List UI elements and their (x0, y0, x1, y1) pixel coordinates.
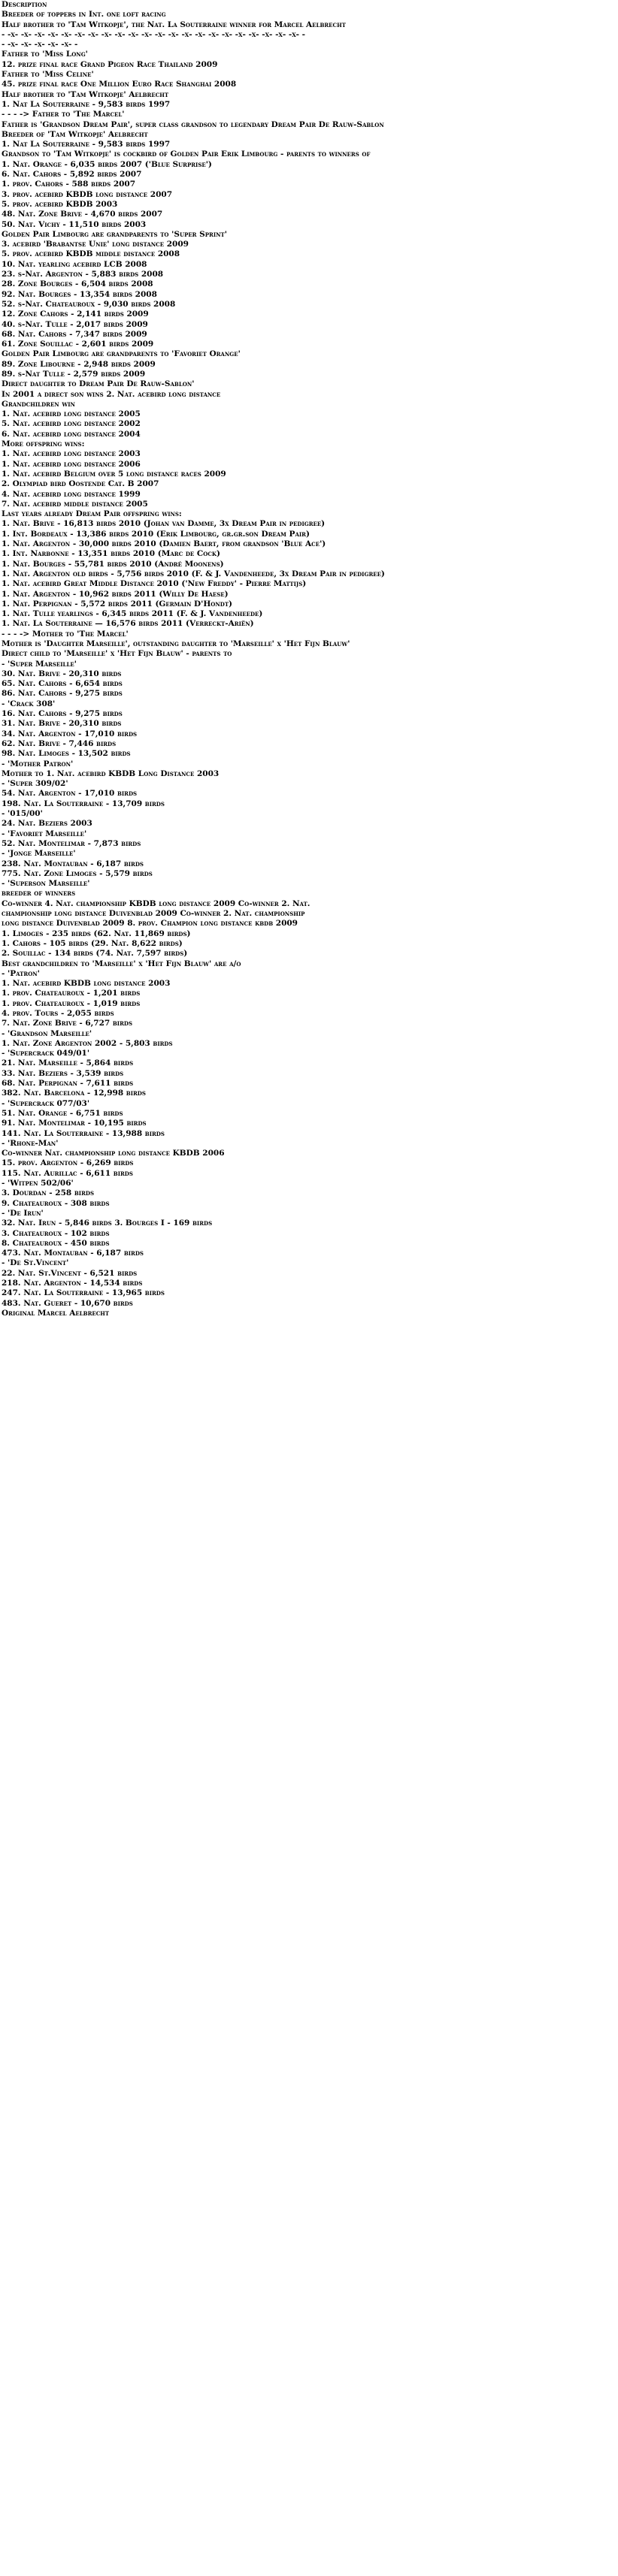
pedigree-description (2, 0, 616, 1318)
description-line: - 'Super Marseille' (2, 659, 77, 669)
description-line: 54. Nat. Argenton - 17,010 birds (2, 789, 138, 799)
description-line: Father to 'Miss Celine' (2, 70, 94, 80)
description-line: 40. s-Nat. Tulle - 2,017 birds 2009 (2, 319, 148, 329)
description-line: - 'Rhone-Man' (2, 1138, 59, 1148)
description-line: 483. Nat. Gueret - 10,670 birds (2, 1298, 133, 1308)
description-line: 51. Nat. Orange - 6,751 birds (2, 1108, 123, 1118)
description-line: 5. prov. acebird KBDB 2003 (2, 199, 118, 209)
description-line: 50. Nat. Vichy - 11,510 birds 2003 (2, 219, 147, 229)
description-line: 1. prov. Chateauroux - 1,201 birds (2, 989, 141, 998)
description-line: 65. Nat. Cahors - 6,654 birds (2, 679, 123, 689)
description-line: 2. Olympiad bird Oostende Cat. B 2007 (2, 479, 159, 489)
description-line: 68. Nat. Cahors - 7,347 birds 2009 (2, 329, 147, 339)
description-line: 7. Nat. acebird middle distance 2005 (2, 499, 148, 509)
description-line: - - - -> Mother to 'The Marcel' (2, 629, 129, 639)
description-line: 1. Nat. Bourges - 55,781 birds 2010 (André Moonens) (2, 559, 224, 569)
description-line: Grandson to 'Tam Witkopje' is cockbird of Golden Pair Erik Limbourg - parents to winners of (2, 149, 371, 159)
description-line: 1. Nat. Argenton - 30,000 birds 2010 (Damien Baert, from grandson 'Blue Ace') (2, 539, 326, 549)
description-line: 5. prov. acebird KBDB middle distance 2008 (2, 249, 180, 259)
description-line: - 'Grandson Marseille' (2, 1028, 92, 1038)
description-line: long distance Duivenblad 2009 8. prov. Champion long distance kbdb 2009 (2, 919, 298, 929)
description-line: 52. s-Nat. Chateauroux - 9,030 birds 2008 (2, 299, 176, 309)
description-line: 1. Nat. Argenton - 10,962 birds 2011 (Willy De Haese) (2, 589, 229, 599)
description-line: 198. Nat. La Souterraine - 13,709 birds (2, 799, 165, 808)
description-line: 1. Cahors - 105 birds (29. Nat. 8,622 birds) (2, 938, 183, 948)
description-line: Half brother to 'Tam Witkopje', the Nat. La Souterraine winner for Marcel Aelbrecht (2, 20, 346, 29)
description-line: 1. Limoges - 235 birds (62. Nat. 11,869 birds) (2, 929, 191, 938)
description-line: 1. Nat. acebird long distance 2006 (2, 459, 141, 469)
description-line: - 'Jonge Marseille' (2, 849, 76, 859)
description-line: 16. Nat. Cahors - 9,275 birds (2, 709, 123, 719)
description-line: 115. Nat. Aurillac - 6,611 birds (2, 1168, 133, 1178)
description-line: 21. Nat. Marseille - 5,864 birds (2, 1058, 134, 1068)
description-line: - 'Supercrack 049/01' (2, 1049, 90, 1058)
description-line: - '015/00' (2, 809, 43, 819)
description-line: 30. Nat. Brive - 20,310 birds (2, 669, 122, 678)
description-line: 1. Int. Narbonne - 13,351 birds 2010 (Marc de Cock) (2, 549, 220, 559)
description-line: Mother to 1. Nat. acebird KBDB Long Distance 2003 (2, 769, 220, 778)
description-line: 382. Nat. Barcelona - 12,998 birds (2, 1089, 146, 1098)
description-line: Direct daughter to Dream Pair De Rauw-Sablon' (2, 379, 195, 389)
description-line: - 'Superson Marseille' (2, 879, 90, 889)
description-line: - 'Mother Patron' (2, 759, 74, 769)
description-line: Original Marcel Aelbrecht (2, 1308, 110, 1318)
description-line: 247. Nat. La Souterraine - 13,965 birds (2, 1288, 165, 1298)
description-line: 32. Nat. Irun - 5,846 birds 3. Bourges I - 169 birds (2, 1219, 213, 1228)
description-line: Co-winner Nat. championship long distance KBDB 2006 (2, 1149, 225, 1158)
description-line: Half brother to 'Tam Witkopje' Aelbrecht (2, 89, 169, 99)
description-line: 1. Nat. Tulle yearlings - 6,345 birds 2011 (F. & J. Vandenheede) (2, 609, 263, 619)
description-line: 1. Nat. acebird KBDB long distance 2003 (2, 979, 171, 989)
description-line: 61. Zone Souillac - 2,601 birds 2009 (2, 340, 154, 349)
description-line: 68. Nat. Perpignan - 7,611 birds (2, 1079, 134, 1089)
description-line: 1. Nat. acebird long distance 2003 (2, 449, 141, 459)
description-line: 1. Nat. acebird Belgium over 5 long distance races 2009 (2, 469, 226, 479)
description-line: - -x- -x- -x- -x- -x- - (2, 40, 78, 50)
description-line: 1. Nat. Orange - 6,035 birds 2007 ('Blue Surprise') (2, 159, 212, 169)
description-line: 89. s-Nat Tulle - 2,579 birds 2009 (2, 369, 146, 379)
description-line: 2. Souillac - 134 birds (74. Nat. 7,597 birds) (2, 949, 188, 959)
description-line: 22. Nat. St.Vincent - 6,521 birds (2, 1268, 138, 1278)
description-line: - 'Witpen 502/06' (2, 1179, 74, 1188)
description-line: - 'Supercrack 077/03' (2, 1098, 90, 1108)
description-heading: Description (2, 0, 47, 9)
description-line: 1. Nat. Zone Argenton 2002 - 5,803 birds (2, 1038, 173, 1048)
description-line: 3. acebird 'Brabantse Unie' long distance 2009 (2, 240, 189, 249)
description-line: breeder of winners (2, 889, 76, 898)
description-line: 1. Nat. acebird Great Middle Distance 2010 ('New Freddy' - Pierre Mattijs) (2, 579, 307, 589)
description-line: 86. Nat. Cahors - 9,275 birds (2, 689, 123, 699)
description-line: - 'De Irun' (2, 1208, 44, 1218)
description-line: 62. Nat. Brive - 7,446 birds (2, 738, 117, 748)
description-line: 473. Nat. Montauban - 6,187 birds (2, 1249, 144, 1258)
description-line: 7. Nat. Zone Brive - 6,727 birds (2, 1019, 133, 1028)
description-line: 34. Nat. Argenton - 17,010 birds (2, 729, 138, 738)
description-line: 775. Nat. Zone Limoges - 5,579 birds (2, 868, 153, 878)
description-line: 1. prov. Chateauroux - 1,019 birds (2, 998, 141, 1008)
description-line: 1. Nat. acebird long distance 2005 (2, 409, 141, 419)
description-line: 48. Nat. Zone Brive - 4,670 birds 2007 (2, 210, 163, 219)
description-line: - 'Super 309/02' (2, 779, 68, 789)
description-line: Breeder of 'Tam Witkopje' Aelbrecht (2, 129, 148, 139)
description-line: 24. Nat. Beziers 2003 (2, 819, 92, 829)
description-line: 1. Int. Bordeaux - 13,386 birds 2010 (Erik Limbourg, gr.gr.son Dream Pair) (2, 529, 310, 539)
description-line: 98. Nat. Limoges - 13,502 birds (2, 749, 131, 759)
description-line: 3. Dourdan - 258 birds (2, 1188, 95, 1198)
description-line: Golden Pair Limbourg are grandparents to 'Super Sprint' (2, 229, 227, 239)
description-line: - 'De St.Vincent' (2, 1258, 69, 1268)
description-line: 1. Nat. Brive - 16,813 birds 2010 (Johan van Damme, 3x Dream Pair in pedigree) (2, 519, 326, 529)
description-line: 238. Nat. Montauban - 6,187 birds (2, 859, 144, 868)
description-line: 92. Nat. Bourges - 13,354 birds 2008 (2, 289, 157, 299)
description-line: 1. Nat. Perpignan - 5,572 birds 2011 (Germain D'Hondt) (2, 599, 233, 609)
description-line: 89. Zone Libourne - 2,948 birds 2009 (2, 359, 156, 369)
description-line: Father to 'Miss Long' (2, 50, 88, 59)
description-line: 6. Nat. Cahors - 5,892 birds 2007 (2, 170, 142, 180)
description-line: 9. Chateauroux - 308 birds (2, 1198, 110, 1208)
description-line: Breeder of toppers in Int. one loft racing (2, 10, 166, 20)
description-line: Father is 'Grandson Dream Pair', super class grandson to legendary Dream Pair De Rauw-Sablon (2, 119, 384, 129)
description-line: Grandchildren win (2, 399, 75, 409)
description-line: Direct child to 'Marseille' x 'Het Fijn Blauw' - parents to (2, 649, 232, 659)
description-line: - 'Patron' (2, 968, 40, 978)
description-line: Mother is 'Daughter Marseille', outstanding daughter to 'Marseille' x 'Het Fijn Blauw' (2, 639, 350, 648)
description-line: 4. Nat. acebird long distance 1999 (2, 489, 141, 499)
description-line: championship long distance Duivenblad 2009 Co-winner 2. Nat. championship (2, 909, 305, 919)
description-line: - 'Crack 308' (2, 699, 56, 708)
description-line: Co-winner 4. Nat. championship KBDB long distance 2009 Co-winner 2. Nat. (2, 898, 311, 908)
description-line: More offspring wins: (2, 439, 85, 449)
description-line: 1. Nat. Argenton old birds - 5,756 birds 2010 (F. & J. Vandenheede, 3x Dream Pair in pedigree) (2, 569, 385, 578)
description-line: - - - -> Father to 'The Marcel' (2, 110, 125, 119)
description-line: Last years already Dream Pair offspring wins: (2, 509, 182, 519)
description-line: Best grandchildren to 'Marseille' x 'Het Fijn Blauw' are a/o (2, 959, 241, 968)
description-line: - 'Favoriet Marseille' (2, 829, 87, 838)
description-line: 33. Nat. Beziers - 3,539 birds (2, 1068, 124, 1078)
description-line: 28. Zone Bourges - 6,504 birds 2008 (2, 279, 153, 289)
description-line: 8. Chateauroux - 450 birds (2, 1238, 110, 1248)
description-line: 1. Nat. La Souterraine — 16,576 birds 2011 (Verreckt-Ariën) (2, 619, 254, 629)
description-line: 218. Nat. Argenton - 14,534 birds (2, 1279, 143, 1288)
description-line: 141. Nat. La Souterraine - 13,988 birds (2, 1128, 165, 1138)
description-line: - -x- -x- -x- -x- -x- -x- -x- -x- -x- -x- -x- -x- -x- -x- -x- -x- -x- -x- -x- -x- -x- -x- - (2, 29, 306, 39)
description-line: 52. Nat. Montelimar - 7,873 birds (2, 838, 141, 848)
description-line: 5. Nat. acebird long distance 2002 (2, 419, 141, 429)
description-line: 45. prize final race One Million Euro Race Shanghai 2008 (2, 80, 237, 89)
description-line: 31. Nat. Brive - 20,310 birds (2, 719, 122, 729)
description-line: 1. prov. Cahors - 588 birds 2007 (2, 180, 136, 189)
description-line: 12. Zone Cahors - 2,141 birds 2009 (2, 310, 149, 319)
description-line: In 2001 a direct son wins 2. Nat. acebird long distance (2, 389, 221, 399)
description-line: 3. prov. acebird KBDB long distance 2007 (2, 189, 173, 199)
description-line: 4. prov. Tours - 2,055 birds (2, 1008, 114, 1018)
description-line: 10. Nat. yearling acebird LCB 2008 (2, 259, 147, 269)
description-line: 91. Nat. Montelimar - 10,195 birds (2, 1119, 147, 1128)
description-line: 15. prov. Argenton - 6,269 birds (2, 1158, 134, 1168)
description-line: 23. s-Nat. Argenton - 5,883 birds 2008 (2, 270, 164, 279)
description-line: 3. Chateauroux - 102 birds (2, 1228, 110, 1238)
description-line: Golden Pair Limbourg are grandparents to 'Favoriet Orange' (2, 349, 241, 359)
description-line: 6. Nat. acebird long distance 2004 (2, 429, 141, 439)
description-line: 12. prize final race Grand Pigeon Race Thailand 2009 (2, 59, 218, 69)
description-line: 1. Nat La Souterraine - 9,583 birds 1997 (2, 99, 171, 109)
description-line: 1. Nat La Souterraine - 9,583 birds 1997 (2, 140, 171, 149)
